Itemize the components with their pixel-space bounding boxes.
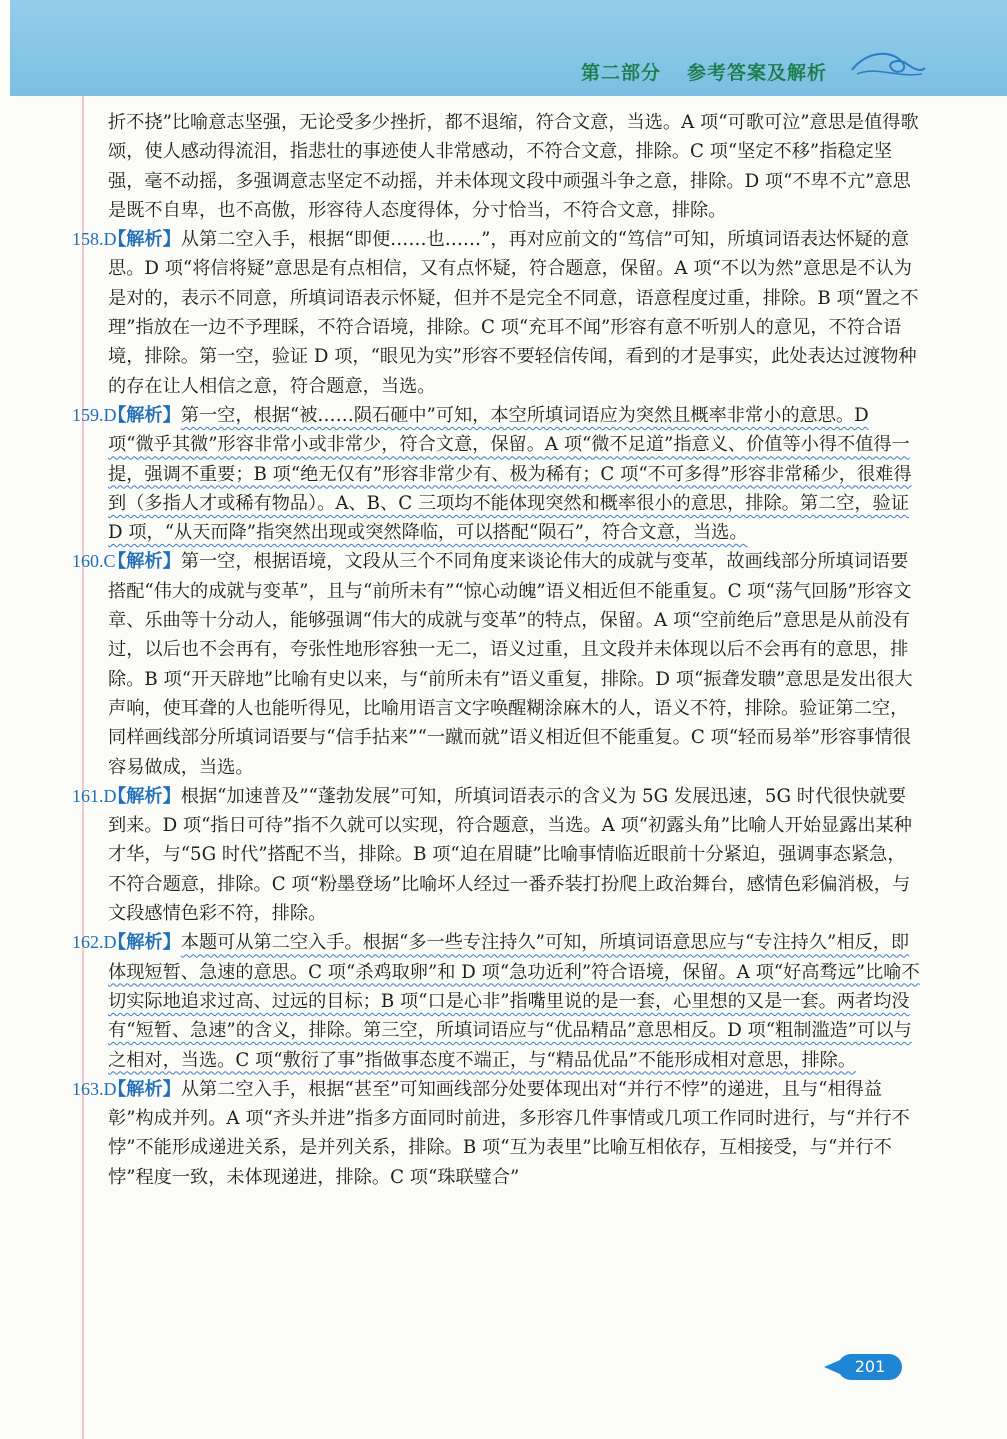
answer-entry-160 <box>72 547 920 781</box>
analysis-text: 根据“加速普及”“蓬勃发展”可知，所填词语表示的含义为 5G 发展迅速，5G 时代很快就要到来。D 项“指日可待”指不久就可以实现，符合题意，当选。A 项“初露头角”比喻人开始显露出某种才华，与“5G 时代”搭配不当，排除。B 项“迫在眉睫”比喻事情临近眼前十分紧迫，强调事态紧急，不符合题意，排除。C 项“粉墨登场”比喻坏人经过一番乔装打扮爬上政治舞台，感情色彩偏消极，与文段感情色彩不符，排除。 <box>108 785 912 925</box>
answer-entry-158 <box>72 225 920 401</box>
analysis-tag: 【解析】 <box>108 1078 181 1100</box>
analysis-text: 本题可从第二空入手。根据“多一些专注持久”可知，所填词语意思应与“专注持久”相反，即体现短暂、急速的意思。C 项“杀鸡取卵”和 D 项“急功近利”符合语境，保留。A 项“好高骛远”比喻不切实际地追求过高、过远的目标；B 项“口是心非”指嘴里说的是一套，心里想的又是一套。两者均没有“短暂、急速”的含义，排除。第三空，所填词语应与“优品精品”意思相反。D 项“粗制滥造”可以与之相对，当选。C 项“敷衍了事”指做事态度不端正，与“精品优品”不能形成相对意思，排除。 <box>108 932 920 1071</box>
header-part: 第二部分 <box>580 62 661 84</box>
answer-entry-159 <box>72 401 920 547</box>
question-number: 158.D <box>72 229 117 250</box>
analysis-tag: 【解析】 <box>108 932 181 954</box>
analysis-tag: 【解析】 <box>108 551 181 573</box>
question-number: 160.C <box>72 551 116 572</box>
page-header <box>10 0 1007 96</box>
question-number: 161.D <box>72 785 117 806</box>
header-section-title: 参考答案及解析 <box>686 62 827 84</box>
page-number-badge: 201 <box>838 1354 902 1380</box>
answer-content <box>72 108 920 1192</box>
answer-entry-162 <box>72 928 920 1074</box>
analysis-tag: 【解析】 <box>108 229 181 251</box>
analysis-text: 第一空，根据语境，文段从三个不同角度来谈论伟大的成就与变革，故画线部分所填词语要搭配“伟大的成就与变革”，且与“前所未有”“惊心动魄”语义相近但不能重复。C 项“荡气回肠”形容文章、乐曲等十分动人，能够强调“伟大的成就与变革”的特点，保留。A 项“空前绝后”意思是从前没有过，以后也不会再有，夸张性地形容独一无二，语义过重，且文段并未体现以后不会再有的意思，排除。B 项“开天辟地”比喻有史以来，与“前所未有”语义重复，排除。D 项“振聋发聩”意思是发出很大声响，使耳聋的人也能听得见，比喻用语言文字唤醒糊涂麻木的人，语义不符，排除。验证第二空，同样画线部分所填词语要与“信手拈来”“一蹴而就”语义相近但不能重复。C 项“轻而易举”形容事情很容易做成，当选。 <box>108 551 913 778</box>
analysis-tag: 【解析】 <box>108 785 181 807</box>
answer-entry-161 <box>72 782 920 928</box>
answer-entry-163 <box>72 1075 920 1192</box>
decorative-swirl-icon <box>847 42 927 82</box>
continuation-paragraph: 折不挠”比喻意志坚强，无论受多少挫折，都不退缩，符合文意，当选。A 项“可歌可泣”意思是值得歌颂，使人感动得流泪，指悲壮的事迹使人非常感动，不符合文意，排除。C 项“坚定不移”指稳定坚强，毫不动摇，多强调意志坚定不动摇，并未体现文段中顽强斗争之意，排除。D 项“不卑不亢”意思是既不自卑，也不高傲，形容待人态度得体，分寸恰当，不符合文意，排除。 <box>108 112 919 221</box>
analysis-text: 从第二空入手，根据“即便……也……”，再对应前文的“笃信”可知，所填词语表达怀疑的意思。D 项“将信将疑”意思是有点相信，又有点怀疑，符合题意，保留。A 项“不以为然”意思是不认为是对的，表示不同意，所填词语表示怀疑，但并不是完全不同意，语意程度过重，排除。B 项“置之不理”指放在一边不予理睬，不符合语境，排除。C 项“充耳不闻”形容有意不听别人的意见，不符合语境，排除。第一空，验证 D 项，“眼见为实”形容不要轻信传闻，看到的才是事实，此处表达过渡物种的存在让人相信之意，符合题意，当选。 <box>108 229 919 397</box>
analysis-tag: 【解析】 <box>108 404 181 426</box>
question-number: 159.D <box>72 404 117 425</box>
analysis-text: 第一空，根据“被……陨石砸中”可知，本空所填词语应为突然且概率非常小的意思。D 项“微乎其微”形容非常小或非常少，符合文意，保留。A 项“微不足道”指意义、价值等小得不值得一提，强调不重要；B 项“绝无仅有”形容非常少有、极为稀有；C 项“不可多得”形容非常稀少，很难得到（多指人才或稀有物品）。A、B、C 三项均不能体现突然和概率很小的意思，排除。第二空，验证 D 项，“从天而降”指突然出现或突然降临，可以搭配“陨石”，符合文意，当选。 <box>108 404 912 544</box>
header-title <box>555 58 827 85</box>
question-number: 162.D <box>72 932 117 953</box>
question-number: 163.D <box>72 1078 117 1099</box>
analysis-text: 从第二空入手，根据“甚至”可知画线部分处要体现出对“并行不悖”的递进，且与“相得益彰”构成并列。A 项“齐头并进”指多方面同时前进，多形容几件事情或几项工作同时进行，与“并行不悖”不能形成递进关系，是并列关系，排除。B 项“互为表里”比喻互相依存，互相接受，与“并行不悖”程度一致，未体现递进，排除。C 项“珠联璧合” <box>108 1078 910 1188</box>
